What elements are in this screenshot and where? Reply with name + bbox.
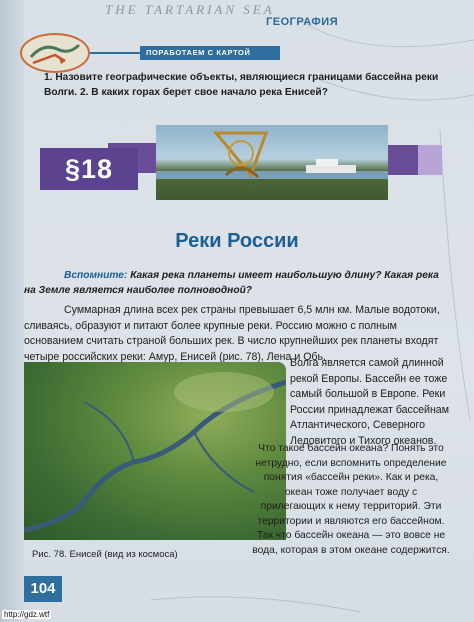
banner-line: [90, 52, 140, 54]
map-sea-label: THE TARTARIAN SEA: [105, 2, 275, 17]
subject-header: ГЕОГРАФИЯ: [266, 16, 339, 28]
decor-stripe: [388, 145, 418, 175]
figure-caption: Рис. 78. Енисей (вид из космоса): [32, 549, 178, 560]
page-title: Реки России: [175, 230, 299, 252]
source-watermark: http://gdz.wtf: [4, 610, 50, 619]
recall-block: [24, 268, 452, 298]
left-margin-band: [0, 0, 24, 622]
decor-stripe: [418, 145, 442, 175]
yenisei-satellite-image: [24, 362, 286, 540]
map-logo-icon: [20, 33, 90, 73]
body-paragraph-2: Что такое бассейн океана? Понять это нетрудно, если вспомнить определение понятия «бассейн реки». Как и река, океан тоже получает воду с прилегающих к нему территорий. Эти территории и являются его бассейном. Так что бассейн океана — это вовсе не вода, которая в этом океане содержится.: [252, 443, 450, 556]
sextant-photo: [156, 125, 388, 200]
body-paragraph-1: Суммарная длина всех рек страны превышает 6,5 млн км. Малые водотоки, сливаясь, образуют и питают более крупные реки. Россию можно с полным основанием считать страной больших рек. В число крупнейших рек планеты входят четыре российских реки: Амур, Енисей (рис. 78), Лена и Обь.: [24, 304, 440, 363]
recall-label: Вспомните:: [64, 270, 128, 281]
body-paragraph-1-continued: Волга является самой длинной рекой Европы. Бассейн ее тоже самый большой в Европе. Реки России принадлежат бассейнам Атлантического, Северного Ледовитого и Тихого океанов.: [290, 357, 449, 447]
map-task-text: 1. Назовите географические объекты, являющиеся границами бассейна реки Волги. 2. В каких горах берет свое начало река Енисей?: [44, 72, 439, 98]
page-number: 104: [24, 576, 62, 602]
paragraph-number: §18: [40, 148, 138, 190]
recall-text: Какая река планеты имеет наибольшую длину? Какая река на Земле является наиболее полноводной?: [24, 270, 439, 296]
task-banner: ПОРАБОТАЕМ С КАРТОЙ: [140, 46, 280, 60]
